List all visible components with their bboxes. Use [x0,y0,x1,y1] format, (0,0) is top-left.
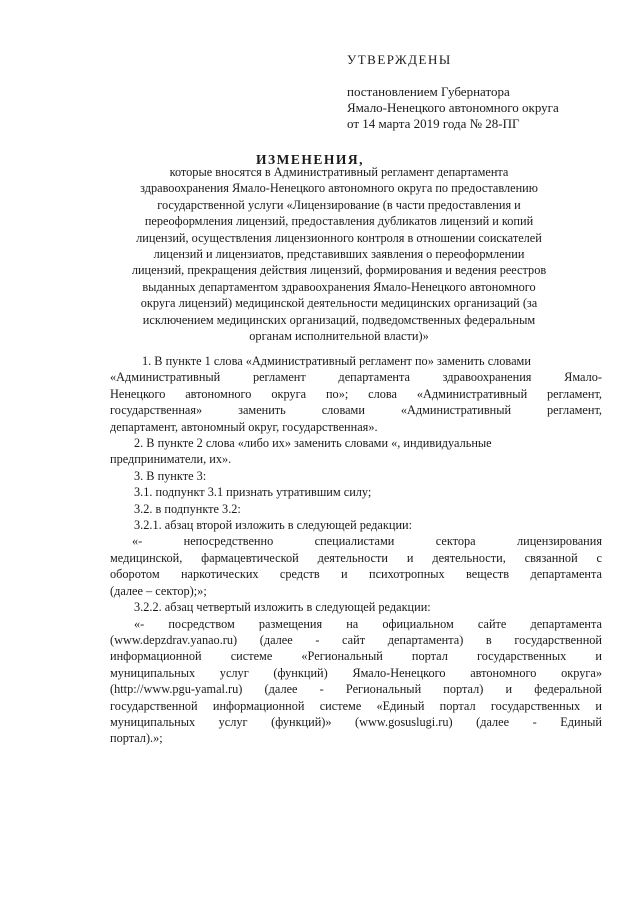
approval-line: Ямало-Ненецкого автономного округа [347,100,559,115]
body-line: государственной информационной системе «Единый портал государственных и [110,698,602,713]
body-line: «- посредством размещения на официальном сайте департамента [134,616,602,631]
body-line: 3. В пункте 3: [134,468,207,483]
document-heading: ИЗМЕНЕНИЯ, [255,152,364,167]
approval-line: постановлением Губернатора [347,84,510,99]
body-line: муниципальных услуг (функций) Ямало-Ненецкого автономного округа» [110,665,602,680]
body-line: департамент, автономный округ, государственная». [110,419,378,434]
subtitle-line: лицензий, осуществления лицензионного контроля в отношении соискателей [136,230,542,245]
subtitle-line: округа лицензий) медицинской деятельности медицинских организаций (за [140,296,538,311]
subtitle-line: лицензий и лицензиатов, представивших заявления о переоформлении [153,247,525,262]
body-line: медицинской, фармацевтической деятельности и деятельности, связанной с [110,550,602,565]
body-line: 3.1. подпункт 3.1 признать утратившим силу; [134,485,372,500]
approval-title: УТВЕРЖДЕНЫ [347,52,452,67]
subtitle-line: здравоохранения Ямало-Ненецкого автономного округа по предоставлению [140,181,538,196]
approval-block [347,52,617,132]
body-line: «- непосредственно специалистами сектора лицензирования [132,534,602,549]
body-line: (далее – сектор);»; [110,583,207,598]
body-line: «Административный регламент департамента здравоохранения Ямало- [110,370,602,385]
body-line: 3.2.1. абзац второй изложить в следующей редакции: [134,518,413,533]
subtitle-line: которые вносятся в Административный регламент департамента [169,165,509,179]
body-line: предприниматели, их». [110,452,232,467]
body-line: муниципальных услуг (функций)» (www.gosuslugi.ru) (далее - Единый [110,714,602,729]
body-line: 1. В пункте 1 слова «Административный регламент по» заменить словами [142,354,531,368]
body-line: информационной системе «Региональный портал государственных и [110,649,602,664]
body-line: (http://www.pgu-yamal.ru) (далее - Региональный портал) и федеральной [110,682,602,697]
document-subtitle [96,164,582,344]
subtitle-line: органам исполнительной власти)» [249,329,429,344]
approval-line: от 14 марта 2019 года № 28-ПГ [347,116,520,131]
body-line: оборотом наркотических средств и психотропных веществ департамента [110,567,602,582]
body-line: 2. В пункте 2 слова «либо их» заменить словами «, индивидуальные [134,436,492,451]
subtitle-line: государственной услуги «Лицензирование (в части предоставления и [157,197,521,212]
body-line: портал).»; [110,731,163,746]
body-line: 3.2.2. абзац четвертый изложить в следующей редакции: [134,600,431,615]
subtitle-line: исключением медицинских организаций, подведомственных федеральным [142,312,536,327]
body-line: Ненецкого автономного округа по»; слова «Административный регламент, [110,386,602,401]
subtitle-line: лицензий, прекращения действия лицензий, формирования и ведения реестров [131,263,547,278]
body-line: (www.depzdrav.yanao.ru) (далее - сайт департамента) в государственной [110,632,602,647]
document-body [110,353,602,747]
body-line: государственная» заменить словами «Административный регламент, [110,403,602,418]
subtitle-line: выданных департаментом здравоохранения Ямало-Ненецкого автономного [142,279,536,294]
body-line: 3.2. в подпункте 3.2: [134,501,241,516]
subtitle-line: переоформления лицензий, предоставления дубликатов лицензий и копий [144,214,534,229]
